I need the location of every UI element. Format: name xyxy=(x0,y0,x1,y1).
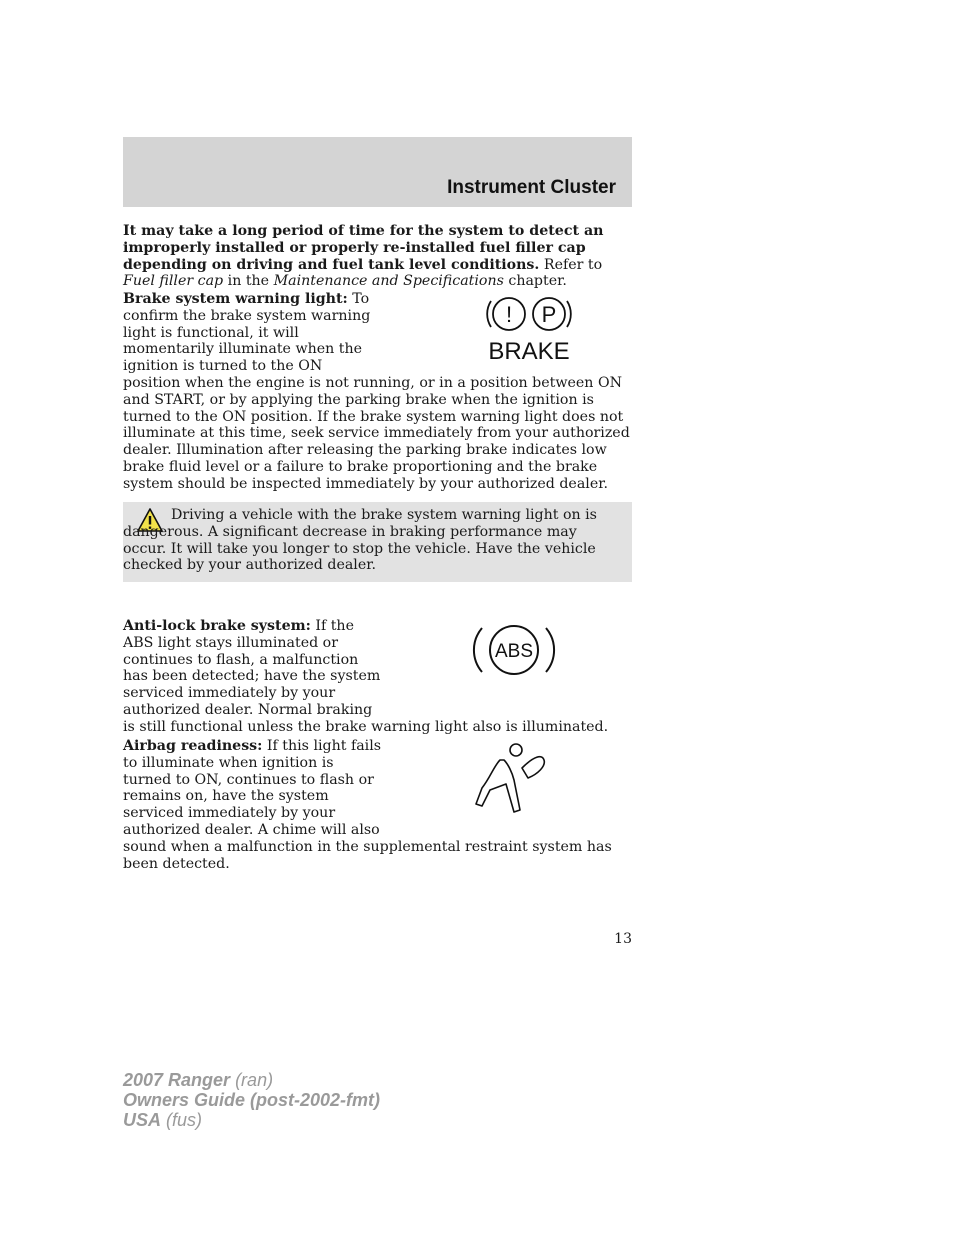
fuel-cap-text-1: Refer to xyxy=(539,256,603,273)
airbag-paragraph xyxy=(123,738,632,872)
footer-line-2 xyxy=(123,1090,380,1110)
brake-icon-exclaim: ! xyxy=(505,302,513,327)
brake-icon-wrapper xyxy=(377,291,632,371)
brake-text: To confirm the brake system warning light is functional, it will momentarily illuminate when the ignition is turned to the ON position when the engine is not running, or in a position between ON and START, or by applying the parking brake when the ignition is turned to the ON position. If the brake system warning light does not illuminate at this time, seek service immediately from your authorized dealer. Illumination after releasing the parking brake indicates low brake fluid level or a failure to brake proportioning and the brake system should be inspected immediately by your authorized dealer. xyxy=(123,291,630,492)
brake-icon-parking: P xyxy=(541,302,557,327)
chapter-ref-italic: Maintenance and Specifications xyxy=(273,273,504,290)
footer-market-code: (fus) xyxy=(161,1110,203,1130)
abs-paragraph xyxy=(123,618,632,736)
footer-market: USA xyxy=(123,1110,162,1130)
abs-icon xyxy=(472,618,556,682)
section-title: Instrument Cluster xyxy=(447,177,616,198)
abs-label: Anti-lock brake system: xyxy=(123,618,311,634)
fuel-cap-ref-italic: Fuel filler cap xyxy=(123,273,224,290)
abs-icon-label: ABS xyxy=(494,641,534,662)
airbag-icon xyxy=(468,738,548,820)
brake-warning-icon xyxy=(467,293,597,363)
brake-paragraph xyxy=(123,291,632,493)
warning-text: Driving a vehicle with the brake system warning light on is dangerous. A significant decrease in braking performance may occur. It will take you longer to stop the vehicle. Have the vehicle checked by your authorized dealer. xyxy=(123,507,597,574)
brake-icon-label: BRAKE xyxy=(488,338,570,363)
page-number: 13 xyxy=(614,931,632,947)
footer-line-1 xyxy=(123,1070,380,1090)
footer-line-3 xyxy=(123,1110,380,1130)
airbag-label: Airbag readiness: xyxy=(123,738,263,754)
footer-guide: Owners Guide (post-2002-fmt) xyxy=(123,1090,381,1110)
footer-model-code: (ran) xyxy=(230,1070,274,1090)
footer-model: 2007 Ranger xyxy=(123,1070,231,1090)
airbag-icon-wrapper xyxy=(382,738,632,824)
abs-text: If the ABS light stays illuminated or continues to flash, a malfunction has been detected; have the system serviced immediately by your authorized dealer. Normal braking is still functional unless the brake warning light also is illuminated. xyxy=(123,618,609,735)
airbag-text: If this light fails to illuminate when ignition is turned to ON, continues to flash or remains on, have the system serviced immediately by your authorized dealer. A chime will also sound when a malfunction in the supplemental restraint system has been detected. xyxy=(123,738,612,872)
fuel-cap-text-2: in the xyxy=(223,273,274,290)
fuel-cap-text-3: chapter. xyxy=(503,273,567,290)
section-header xyxy=(123,137,632,207)
fuel-cap-paragraph xyxy=(123,223,632,290)
warning-text-block xyxy=(123,507,623,574)
document-footer xyxy=(123,1070,380,1130)
abs-icon-wrapper xyxy=(382,618,632,704)
brake-label: Brake system warning light: xyxy=(123,291,348,307)
fuel-cap-bold-text: It may take a long period of time for the system to detect an improperly installed or properly re-installed fuel filler cap depending on driving and fuel tank level conditions. xyxy=(123,223,604,273)
